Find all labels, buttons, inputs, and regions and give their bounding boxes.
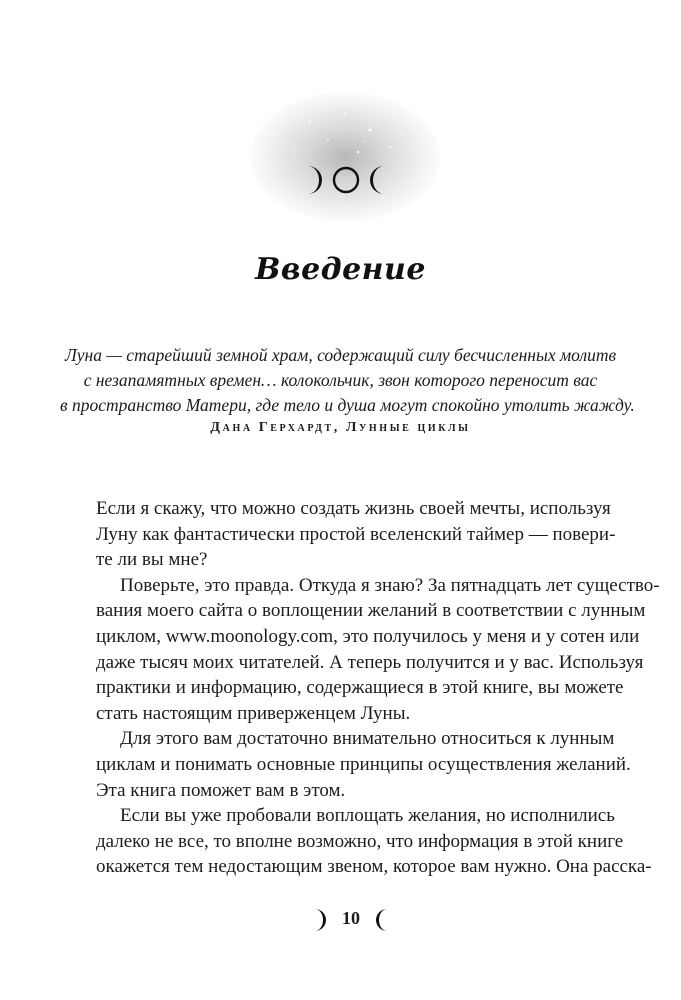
- epigraph-line: в пространство Матери, где тело и душа могут спокойно утолить жажду.: [60, 395, 635, 415]
- chapter-title: Введение: [255, 252, 426, 287]
- body-line: Эта книга поможет вам в этом.: [96, 779, 346, 801]
- body-line: стать настоящим приверженцем Луны.: [96, 702, 411, 724]
- body-line: окажется тем недостающим звеном, которое вам нужно. Она расска-: [96, 856, 652, 878]
- body-line: Для этого вам достаточно внимательно относиться к лунным: [120, 728, 615, 750]
- body-line: даже тысяч моих читателей. А теперь получится и у вас. Используя: [96, 651, 644, 673]
- body-line: Поверьте, это правда. Откуда я знаю? За пятнадцать лет существо-: [120, 574, 660, 596]
- body-line: далеко не все, то вполне возможно, что информация в этой книге: [96, 830, 624, 852]
- body-line: Если я скажу, что можно создать жизнь своей мечты, используя: [96, 498, 611, 519]
- body-line: Луну как фантастически простой вселенский таймер — повери-: [96, 523, 616, 545]
- body-line: те ли вы мне?: [96, 549, 208, 571]
- moon-phases-icon: [300, 163, 392, 197]
- epigraph: [60, 343, 635, 418]
- epigraph-attribution: Дана Герхардт, Лунные циклы: [210, 420, 471, 435]
- body-line: практики и информацию, содержащиеся в этой книге, вы можете: [96, 677, 624, 699]
- body-line: циклам и понимать основные принципы осуществления желаний.: [96, 753, 631, 775]
- page-footer: [300, 906, 400, 936]
- waning-crescent-icon: [372, 908, 392, 932]
- body-text: [96, 496, 660, 880]
- body-line: вания моего сайта о воплощении желаний в соответствии с лунным: [96, 600, 646, 622]
- page-number: 10: [342, 908, 360, 928]
- body-line: Если вы уже пробовали воплощать желания, но исполнились: [120, 805, 615, 827]
- body-line: циклом, www.moonology.com, это получилось у меня и у сотен или: [96, 625, 640, 647]
- epigraph-line: Луна — старейший земной храм, содержащий силу бесчисленных молитв: [64, 345, 617, 365]
- stars-decoration: [250, 92, 440, 222]
- waxing-crescent-icon: [310, 908, 330, 932]
- epigraph-line: с незапамятных времен… колокольчик, звон которого переносит вас: [83, 370, 598, 390]
